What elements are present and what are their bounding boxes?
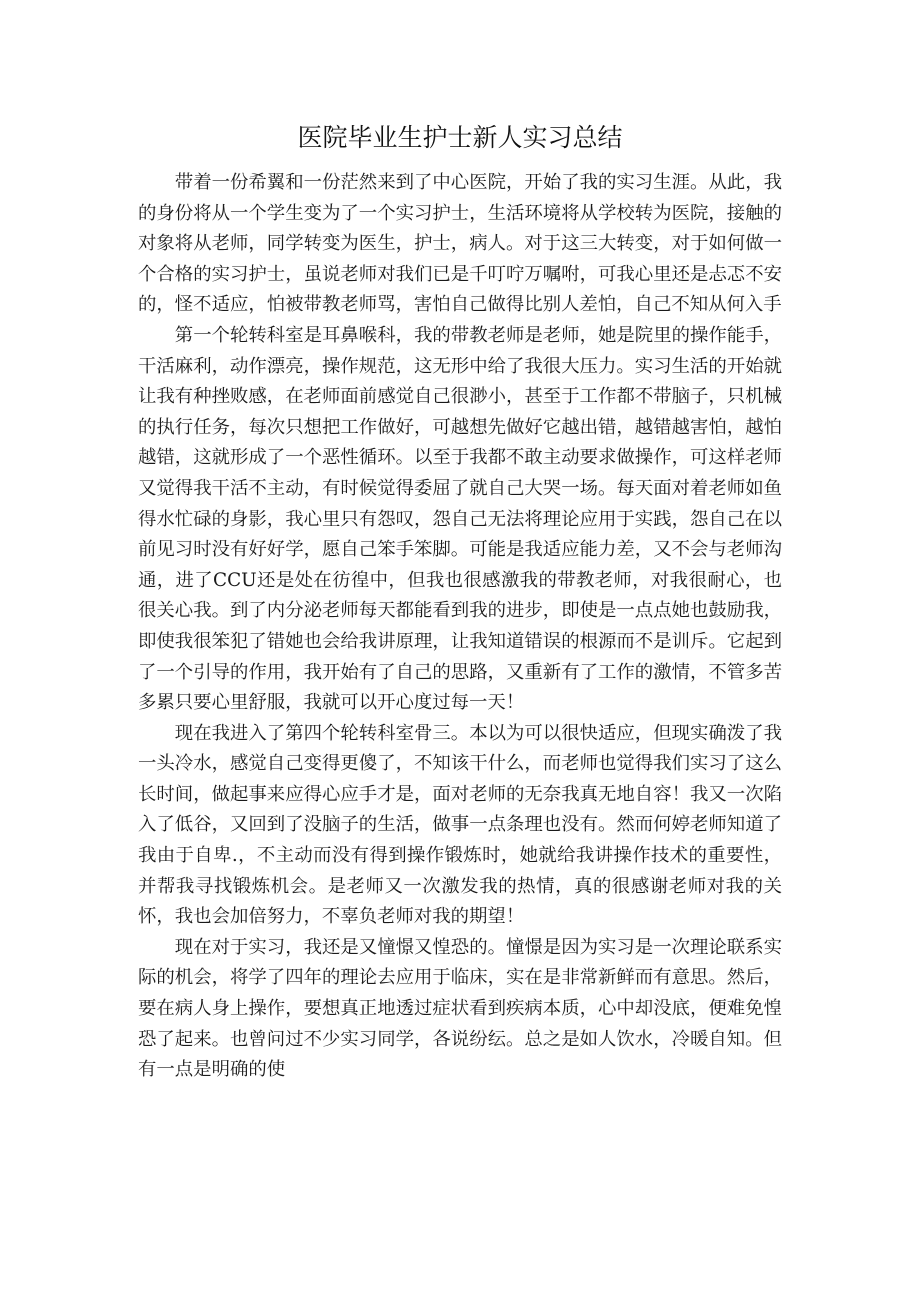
- document-body: [138, 168, 782, 1086]
- document-title: 医院毕业生护士新人实习总结: [297, 123, 623, 152]
- paragraph-3: 现在我进入了第四个轮转科室骨三。本以为可以很快适应，但现实确泼了我一头冷水，感觉自己变得更傻了，不知该干什么，而老师也觉得我们实习了这么长时间，做起事来应得心应手才是，面对老师的无奈我真无地自容！我又一次陷入了低谷，又回到了没脑子的生活，做事一点条理也没有。然而何婷老师知道了我由于自卑.，不主动而没有得到操作锻炼时，她就给我讲操作技术的重要性，并帮我寻找锻炼机会。是老师又一次激发我的热情，真的很感谢老师对我的关怀，我也会加倍努力，不辜负老师对我的期望！: [138, 722, 782, 928]
- paragraph-4: 现在对于实习，我还是又憧憬又惶恐的。憧憬是因为实习是一次理论联系实际的机会，将学了四年的理论去应用于临床，实在是非常新鲜而有意思。然后，要在病人身上操作，要想真正地透过症状看到疾病本质，心中却没底，便难免惶恐了起来。也曾问过不少实习同学，各说纷纭。总之是如人饮水，冷暖自知。但有一点是明确的使: [138, 936, 782, 1081]
- paragraph-1: 带着一份希翼和一份茫然来到了中心医院，开始了我的实习生涯。从此，我的身份将从一个学生变为了一个实习护士，生活环境将从学校转为医院，接触的对象将从老师，同学转变为医生，护士，病人。对于这三大转变，对于如何做一个合格的实习护士，虽说老师对我们已是千叮咛万嘱咐，可我心里还是忐忑不安的，怪不适应，怕被带教老师骂，害怕自己做得比别人差怕，自己不知从何入手: [138, 172, 782, 316]
- paragraph-2: 第一个轮转科室是耳鼻喉科，我的带教老师是老师，她是院里的操作能手，干活麻利，动作漂亮，操作规范，这无形中给了我很大压力。实习生活的开始就让我有种挫败感，在老师面前感觉自己很渺小，甚至于工作都不带脑子，只机械的执行任务，每次只想把工作做好，可越想先做好它越出错，越错越害怕，越怕越错，这就形成了一个恶性循环。以至于我都不敢主动要求做操作，可这样老师又觉得我干活不主动，有时候觉得委屈了就自己大哭一场。每天面对着老师如鱼得水忙碌的身影，我心里只有怨叹，怨自己无法将理论应用于实践，怨自己在以前见习时没有好好学，愿自己笨手笨脚。可能是我适应能力差，又不会与老师沟通，进了CCU还是处在彷徨中，但我也很感激我的带教老师，对我很耐心，也很关心我。到了内分泌老师每天都能看到我的进步，即使是一点点她也鼓励我，即使我很笨犯了错她也会给我讲原理，让我知道错误的根源而不是训斥。它起到了一个引导的作用，我开始有了自己的思路，又重新有了工作的激情，不管多苦多累只要心里舒服，我就可以开心度过每一天！: [138, 324, 782, 714]
